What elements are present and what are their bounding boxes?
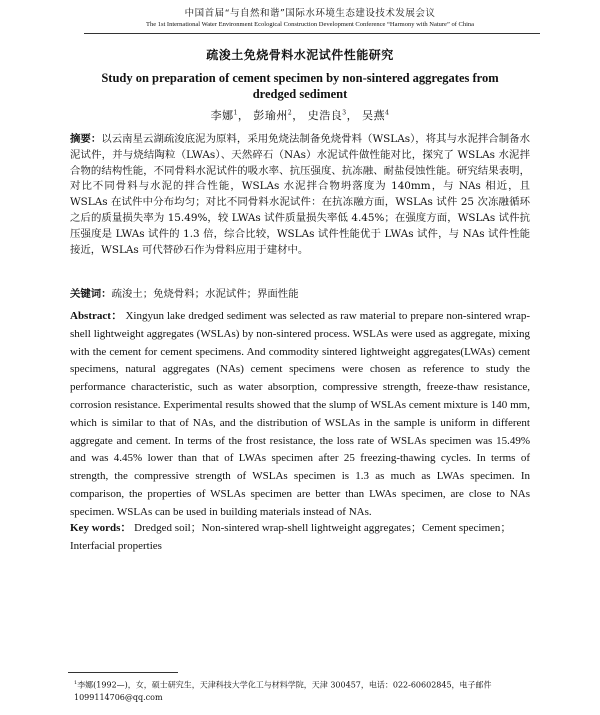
author-affiliation-mark: 4 <box>385 109 390 117</box>
paper-title-cn: 疏浚土免烧骨料水泥试件性能研究 <box>206 48 394 62</box>
keywords-cn <box>70 287 530 302</box>
footnote-mark: 1 <box>74 680 78 686</box>
author-name: 吴燕 <box>362 109 386 122</box>
author-separator: ， <box>237 109 250 122</box>
author-name: 李娜 <box>210 109 234 122</box>
keywords-en-label: Key words： <box>70 522 132 534</box>
abstract-cn <box>70 132 530 258</box>
keywords-cn-label: 关键词： <box>70 288 112 300</box>
conference-title-en: The 1st International Water Environment Ecological Construction Development Conference “Harmony with Nature” of China <box>145 21 475 28</box>
author-affiliation-mark: 2 <box>287 109 293 117</box>
author-affiliation-mark: 3 <box>342 109 347 117</box>
keywords-cn-text: 疏浚土；免烧骨料；水泥试件；界面性能 <box>111 288 299 300</box>
author-footnote <box>74 677 534 704</box>
footnote-text: 李娜(1992—)，女，硕士研究生，天津科技大学化工与材料学院，天津 300457，电话：022-60602845，电子邮件 1099114706@qq.com <box>74 680 492 702</box>
author-name: 彭瑜州 <box>253 109 288 122</box>
abstract-en-label: Abstract： <box>70 310 123 322</box>
footnote-rule <box>68 672 178 673</box>
keywords-en-text: Dredged soil；Non-sintered wrap-shell lightweight aggregates；Cement specimen；Interfacial properties <box>70 522 512 552</box>
abstract-cn-text: 以云南星云湖疏浚底泥为原料，采用免烧法制备免烧骨料（WSLAs），将其与水泥拌合制备水泥试件，并与烧结陶粒（LWAs）、天然碎石（NAs）水泥试件做性能对比，探究了 WSLAs 水泥拌合物的结构性能，不同骨料水泥试件的吸水率、抗压强度、抗冻融、耐盐侵蚀性能。研究结果表明，对比不同骨料与水泥的拌合性能，WSLAs 水泥拌合物坍落度为 140mm，与 NAs 相近，且 WSLAs 在试件中分布均匀；对比不同骨料水泥试件：在抗冻融方面，WSLAs 试件 25 次冻融循环之后的质量损失率为 15.49%，较 LWAs 试件质量损失率低 4.45%；在强度方面，WSLAs 试件抗压强度是 LWAs 试件的 1.3 倍，综合比较，WSLAs 试件性能优于 LWAs 试件，与 NAs 试件性能接近，WSLAs 可代替砂石作为骨料应用于建材中。 <box>70 133 530 256</box>
abstract-en-text: Xingyun lake dredged sediment was selected as raw material to prepare non-sintered wrap-shell lightweight aggregates (WSLAs) by non-sintered process. WSLAs were used as aggregate, mixing with the cement for cement specimens. And commodity sintered lightweight aggregates(LWAs) cement specimens, natural aggregates (NAs) cement specimens were chosen as reference to study the performance characteristic, such as water absorption, compressive strength, freeze-thaw resistance, corrosion resistance. Experimental results showed that the slump of WSLAs cement mixture is 140 mm, which is similar to that of NAs, and the distribution of WSLAs in the sample is uniform in different aggregate and cement. In terms of the frost resistance, the loss rate of WSLAs specimen was 15.49% and was 4.45% lower than that of LWAs specimen after 25 freezing-thawing cycles. In terms of strength, the compressive strength of WSLAs specimen is 1.3 as much as LWAs specimen. In comparison, the properties of WSLAs specimen are better than LWAs specimen, are close to NAs specimen. WSLAs can be used in building materials instead of NAs. <box>70 310 530 518</box>
conference-title-cn: 中国首届“与自然和谐”国际水环境生态建设技术发展会议 <box>184 8 436 19</box>
author-separator: ， <box>346 109 359 122</box>
author-name: 史浩良 <box>307 109 343 122</box>
author-affiliation-mark: 1 <box>233 109 238 117</box>
author-separator: ， <box>292 109 304 122</box>
conference-header <box>80 8 540 30</box>
abstract-cn-label: 摘要： <box>70 133 102 145</box>
author-list <box>0 107 600 123</box>
header-rule <box>84 33 540 34</box>
paper-title-en: Study on preparation of cement specimen by non-sintered aggregates from dredged sediment <box>101 71 499 101</box>
abstract-en <box>70 308 530 522</box>
keywords-en <box>70 520 530 555</box>
